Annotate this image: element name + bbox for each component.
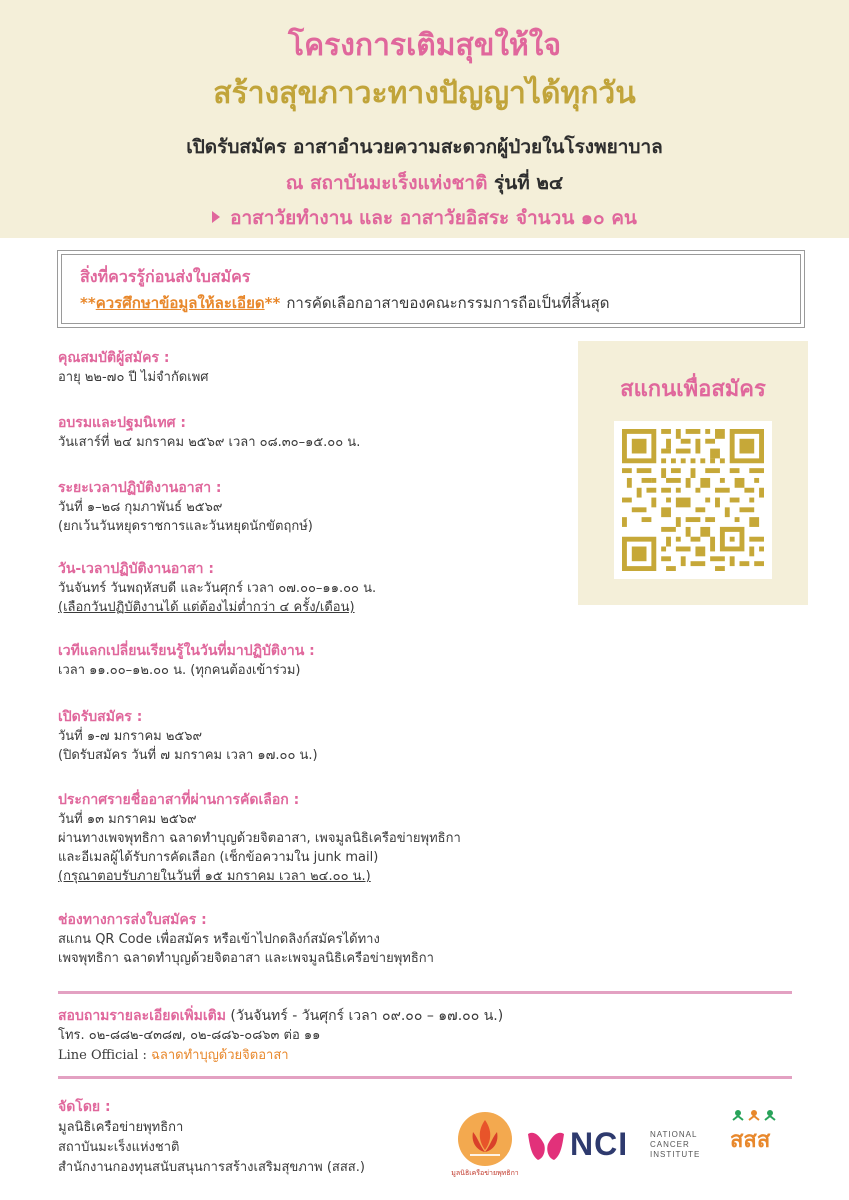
- subtitle-batch: รุ่นที่ ๒๔: [494, 172, 564, 194]
- subtitle-line-1: เปิดรับสมัคร อาสาอำนวยความสะดวกผู้ป่วยในโรงพยาบาล: [186, 136, 663, 158]
- section-title: ระยะเวลาปฏิบัติงานอาสา :: [58, 480, 222, 496]
- sss-wordmark: สสส: [730, 1128, 771, 1153]
- organizers-block: [58, 1096, 438, 1178]
- qr-code-icon: [622, 429, 764, 571]
- divider-bottom: [58, 1076, 792, 1079]
- section-title: คุณสมบัติผู้สมัคร :: [58, 350, 170, 366]
- notice-title: สิ่งที่ควรรู้ก่อนส่งใบสมัคร: [80, 267, 251, 286]
- line-official-label: Line Official :: [58, 1048, 147, 1063]
- lotus-flame-icon: [456, 1110, 514, 1168]
- subtitle-line-2: [0, 168, 849, 198]
- section-line: สแกน QR Code เพื่อสมัคร หรือเข้าไปกดลิงก์สมัครได้ทาง: [58, 932, 380, 947]
- section-line: อายุ ๒๒-๗๐ ปี ไม่จำกัดเพศ: [58, 370, 209, 385]
- section-line: (เลือกวันปฏิบัติงานได้ แต่ต้องไม่ต่ำกว่า ๔ ครั้ง/เดือน): [58, 600, 355, 615]
- notice-line: [80, 291, 610, 315]
- subtitle-line-3: [0, 203, 849, 233]
- section-qualifications: [58, 348, 558, 387]
- nci-subtext: NATIONAL CANCER INSTITUTE: [650, 1130, 701, 1159]
- triangle-bullet-icon: [212, 211, 220, 223]
- title-line-2: สร้างสุขภาวะทางปัญญาได้ทุกวัน: [213, 76, 636, 111]
- divider-top: [58, 991, 792, 994]
- subtitle-location: ณ สถาบันมะเร็งแห่งชาติ: [285, 172, 488, 194]
- section-line: ผ่านทางเพจพุทธิกา ฉลาดทำบุญด้วยจิตอาสา, เพจมูลนิธิเครือข่ายพุทธิกา: [58, 831, 461, 846]
- qr-card: [578, 341, 808, 605]
- contact-title-line: [58, 1006, 798, 1026]
- section-line: เวลา ๑๑.๐๐–๑๒.๐๐ น. (ทุกคนต้องเข้าร่วม): [58, 663, 301, 678]
- notice-emphasis: **ควรศึกษาข้อมูลให้ละเอียด**: [80, 294, 281, 312]
- contact-line-official: [58, 1046, 798, 1066]
- qr-code[interactable]: [614, 421, 772, 579]
- organizers-title: จัดโดย :: [58, 1099, 111, 1115]
- nci-wordmark: NCI: [570, 1126, 629, 1162]
- section-volunteer-schedule: [58, 559, 558, 617]
- organizer-item: มูลนิธิเครือข่ายพุทธิกา: [58, 1120, 184, 1135]
- foundation-logo-label: มูลนิธิเครือข่ายพุทธิกา: [451, 1169, 519, 1177]
- section-line: (กรุณาตอบรับภายในวันที่ ๑๕ มกราคม เวลา ๒๔.๐๐ น.): [58, 869, 371, 884]
- title-line-1: โครงการเติมสุขให้ใจ: [287, 28, 562, 63]
- line-official-link[interactable]: ฉลาดทำบุญด้วยจิตอาสา: [151, 1048, 289, 1063]
- section-orientation: [58, 413, 558, 452]
- subtitle-volunteers: อาสาวัยทำงาน และ อาสาวัยอิสระ จำนวน ๑๐ คน: [230, 207, 637, 229]
- organizer-item: สำนักงานกองทุนสนับสนุนการสร้างเสริมสุขภาพ (สสส.): [58, 1160, 365, 1175]
- notice-rest: การคัดเลือกอาสาของคณะกรรมการถือเป็นที่สิ้นสุด: [286, 294, 610, 312]
- section-announcement: [58, 790, 558, 886]
- section-title: เปิดรับสมัคร :: [58, 709, 143, 725]
- section-line: วันที่ ๑๓ มกราคม ๒๕๖๙: [58, 812, 197, 827]
- section-line: วันจันทร์ วันพฤหัสบดี และวันศุกร์ เวลา ๐๗.๐๐–๑๑.๐๐ น.: [58, 581, 377, 596]
- section-line: วันเสาร์ที่ ๒๔ มกราคม ๒๕๖๙ เวลา ๐๘.๓๐–๑๕.๐๐ น.: [58, 435, 361, 450]
- section-title: ประกาศรายชื่ออาสาที่ผ่านการคัดเลือก :: [58, 792, 300, 808]
- section-line: วันที่ ๑-๗ มกราคม ๒๕๖๙: [58, 729, 203, 744]
- notice-box: [57, 250, 805, 328]
- contact-title: สอบถามรายละเอียดเพิ่มเติม: [58, 1008, 226, 1024]
- header-banner: [0, 0, 849, 238]
- section-title: เวทีแลกเปลี่ยนเรียนรู้ในวันที่มาปฏิบัติงาน :: [58, 643, 315, 659]
- buddhika-foundation-logo: [456, 1110, 514, 1176]
- nci-ribbon-icon: [524, 1126, 568, 1166]
- section-application-period: [58, 707, 558, 765]
- section-application-channels: [58, 910, 558, 968]
- section-volunteer-period: [58, 478, 558, 536]
- section-line: (ปิดรับสมัคร วันที่ ๗ มกราคม เวลา ๑๗.๐๐ น.): [58, 748, 318, 763]
- section-title: ช่องทางการส่งใบสมัคร :: [58, 912, 207, 928]
- contact-phone: โทร. ๐๒-๘๘๒-๔๓๘๗, ๐๒-๘๘๖-๐๘๖๓ ต่อ ๑๑: [58, 1028, 321, 1043]
- section-learning-forum: [58, 641, 558, 680]
- section-line: เพจพุทธิกา ฉลาดทำบุญด้วยจิตอาสา และเพจมูลนิธิเครือข่ายพุทธิกา: [58, 951, 434, 966]
- thaihealth-logo: [724, 1108, 794, 1170]
- section-title: อบรมและปฐมนิเทศ :: [58, 415, 186, 431]
- qr-title: สแกนเพื่อสมัคร: [620, 377, 766, 402]
- section-line: และอีเมลผู้ได้รับการคัดเลือก (เช็กข้อความใน junk mail): [58, 850, 379, 865]
- section-line: (ยกเว้นวันหยุดราชการและวันหยุดนักขัตฤกษ์): [58, 519, 313, 534]
- organizer-item: สถาบันมะเร็งแห่งชาติ: [58, 1140, 180, 1155]
- section-line: วันที่ ๑–๒๘ กุมภาพันธ์ ๒๕๖๙: [58, 500, 223, 515]
- contact-hours: (วันจันทร์ - วันศุกร์ เวลา ๐๙.๐๐ – ๑๗.๐๐ น.): [230, 1008, 504, 1024]
- notice-emphasis-text: ควรศึกษาข้อมูลให้ละเอียด: [95, 294, 265, 312]
- nci-logo: [524, 1124, 714, 1168]
- section-title: วัน-เวลาปฏิบัติงานอาสา :: [58, 561, 215, 577]
- contact-block: [58, 1006, 798, 1066]
